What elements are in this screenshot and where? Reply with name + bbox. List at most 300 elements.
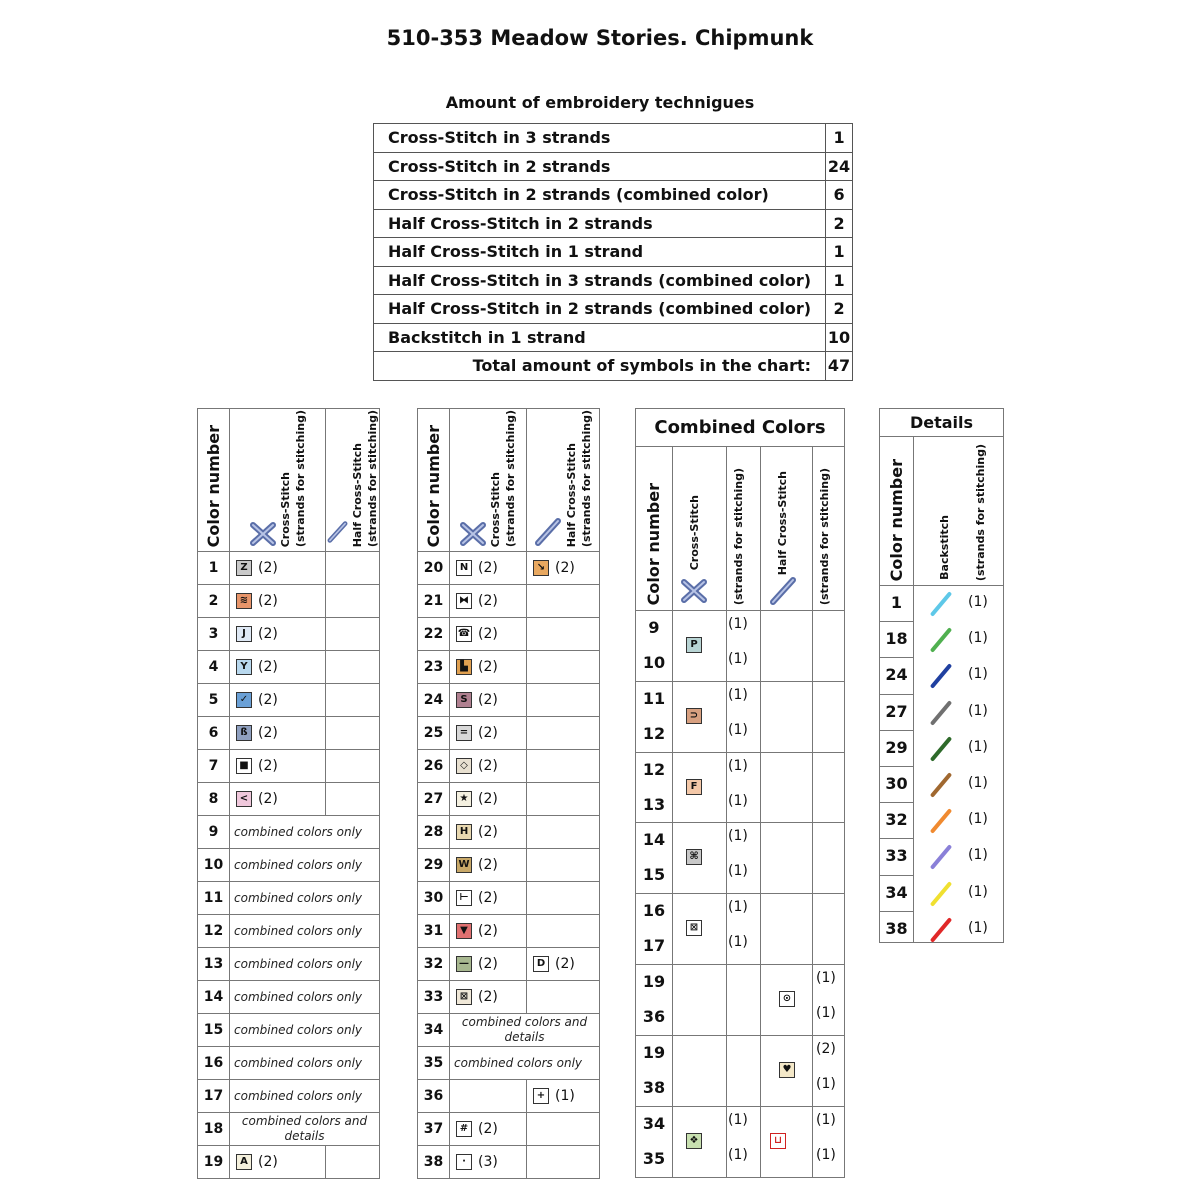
color-number: 21 (418, 585, 450, 618)
cross-stitch-cell (450, 1113, 527, 1146)
backstitch-line-icon (930, 700, 952, 726)
color-number: 22 (418, 618, 450, 651)
stitch-symbol: ◇ (456, 758, 472, 774)
color-number: 16 (642, 901, 666, 921)
color-number: 19 (642, 1042, 666, 1062)
strand-count: (2) (258, 593, 278, 609)
table-row (418, 651, 600, 684)
combined-note: combined colors only (450, 1047, 600, 1080)
table-row (418, 618, 600, 651)
stitch-symbol: N (456, 560, 472, 576)
half-cross-stitch-icon (533, 517, 563, 547)
color-number: 35 (418, 1047, 450, 1080)
combined-symbol: ⊠ (686, 920, 702, 936)
color-number: 2 (198, 585, 230, 618)
color-number: 30 (885, 774, 908, 793)
strand-count: (2) (258, 791, 278, 807)
combined-note: combined colors only (230, 816, 380, 849)
color-number: 1 (198, 552, 230, 585)
table-row (198, 849, 380, 882)
vertical-header-label: Half Cross-Stitch (351, 442, 364, 547)
strand-count: (2) (258, 692, 278, 708)
strand-count: (2) (478, 791, 498, 807)
color-number: 38 (885, 918, 908, 938)
half-cross-cell (527, 552, 600, 585)
strand-count: (1) (728, 863, 748, 880)
stitch-symbol: ☎ (456, 626, 472, 642)
stitch-symbol: Y (236, 659, 252, 675)
summary-row (374, 323, 853, 352)
divider (880, 694, 913, 695)
table-row (418, 1113, 600, 1146)
half-cross-cell (527, 1113, 600, 1146)
color-number: 31 (418, 915, 450, 948)
half-cross-cell (326, 717, 380, 750)
half-cross-stitch-icon (768, 576, 798, 606)
techniques-summary-table (373, 123, 853, 381)
total-count: 47 (826, 352, 853, 381)
strand-count: (1) (968, 775, 988, 791)
color-number: 7 (198, 750, 230, 783)
strand-count: (2) (258, 560, 278, 576)
half-cross-cell (527, 750, 600, 783)
cross-stitch-icon (459, 521, 487, 547)
summary-row (374, 209, 853, 238)
cross-stitch-cell (230, 552, 326, 585)
color-number: 25 (418, 717, 450, 750)
combined-note: combined colors and details (230, 1113, 380, 1146)
cross-stitch-cell (450, 750, 527, 783)
table-row (418, 1080, 600, 1113)
summary-row (374, 181, 853, 210)
color-number: 13 (642, 794, 666, 814)
color-number: 36 (418, 1080, 450, 1113)
strand-count: (1) (728, 686, 748, 703)
strand-count: (1) (968, 594, 988, 610)
strand-count: (2) (258, 626, 278, 642)
color-number: 30 (418, 882, 450, 915)
backstitch-line-icon (930, 845, 952, 871)
stitch-symbol: ■ (236, 758, 252, 774)
backstitch-line-icon (930, 881, 952, 907)
divider (636, 822, 844, 823)
table-row (198, 981, 380, 1014)
stitch-symbol: ★ (456, 791, 472, 807)
combined-symbol: ⌘ (686, 849, 702, 865)
color-number: 11 (642, 688, 666, 708)
table-row (418, 684, 600, 717)
half-cross-cell (326, 1146, 380, 1179)
color-number: 26 (418, 750, 450, 783)
page-title: 510-353 Meadow Stories. Chipmunk (386, 26, 814, 50)
color-number: 19 (642, 972, 666, 991)
vertical-header-label: (strands for stitching) (974, 443, 987, 581)
strand-count: (1) (728, 616, 748, 632)
divider (672, 446, 673, 1177)
combined-symbol: ⊃ (686, 708, 702, 724)
technique-count: 1 (826, 238, 853, 267)
half-cross-cell (527, 1080, 600, 1113)
strand-count: (1) (728, 721, 748, 738)
table-row (418, 981, 600, 1014)
technique-label: Half Cross-Stitch in 1 strand (374, 238, 826, 267)
divider (636, 752, 844, 753)
divider (760, 446, 761, 1177)
vertical-header-label: Color number (887, 458, 906, 581)
technique-count: 1 (826, 266, 853, 295)
half-cross-cell (527, 651, 600, 684)
vertical-header-label: Half Cross-Stitch (565, 442, 578, 547)
strand-count: (1) (968, 666, 988, 683)
vertical-header-label: Backstitch (938, 515, 951, 580)
technique-count: 2 (826, 209, 853, 238)
combined-symbol: ❖ (686, 1133, 702, 1149)
half-cross-cell (527, 849, 600, 882)
half-cross-cell (527, 717, 600, 750)
strand-count: (3) (478, 1154, 498, 1170)
summary-row (374, 152, 853, 181)
backstitch-line-icon (930, 772, 952, 798)
vertical-header-label: (strands for stitching) (580, 409, 593, 547)
color-number: 12 (198, 915, 230, 948)
table-row (198, 552, 380, 585)
divider (636, 964, 844, 965)
half-cross-cell (527, 1146, 600, 1179)
color-number: 19 (198, 1146, 230, 1179)
stitch-symbol: ≋ (236, 593, 252, 609)
half-cross-cell (527, 684, 600, 717)
backstitch-line-icon (930, 627, 952, 653)
strand-count: (2) (478, 824, 498, 840)
color-number: 28 (418, 816, 450, 849)
table-row (418, 915, 600, 948)
technique-label: Cross-Stitch in 2 strands (374, 152, 826, 181)
half-stitch-symbol: + (533, 1088, 549, 1104)
backstitch-line-icon (930, 736, 952, 762)
stitch-symbol: ▼ (456, 923, 472, 939)
table-row (198, 750, 380, 783)
technique-count: 6 (826, 181, 853, 210)
color-number: 32 (418, 948, 450, 981)
summary-row (374, 238, 853, 267)
combined-note: combined colors only (230, 948, 380, 981)
color-number: 9 (198, 816, 230, 849)
combined-symbol: ⊙ (779, 991, 795, 1007)
half-cross-cell (326, 783, 380, 816)
strand-count: (1) (968, 883, 988, 900)
combined-note: combined colors only (230, 981, 380, 1014)
color-number: 3 (198, 618, 230, 651)
technique-count: 1 (826, 124, 853, 153)
combined-note: combined colors only (230, 1047, 380, 1080)
half-stitch-symbol: D (533, 956, 549, 972)
table-row (418, 1047, 600, 1080)
cross-stitch-cell (230, 1146, 326, 1179)
cross-stitch-cell (450, 651, 527, 684)
combined-note: combined colors only (230, 882, 380, 915)
color-number: 11 (198, 882, 230, 915)
divider (880, 911, 913, 912)
strand-count: (2) (478, 923, 498, 939)
table-row (198, 1014, 380, 1047)
half-cross-cell (527, 948, 600, 981)
table-row (418, 1146, 600, 1179)
color-number: 4 (198, 651, 230, 684)
cross-stitch-cell (450, 948, 527, 981)
header-row (418, 409, 600, 552)
divider (913, 436, 914, 942)
strand-count: (2) (478, 758, 498, 774)
cross-stitch-cell (450, 717, 527, 750)
stitch-symbol: A (236, 1154, 252, 1170)
divider (880, 621, 913, 622)
strand-count: (2) (478, 956, 498, 972)
color-number: 5 (198, 684, 230, 717)
combined-symbol: ⊔ (770, 1133, 786, 1149)
half-stitch-symbol: ↘ (533, 560, 549, 576)
vertical-header-label: Cross-Stitch (278, 471, 292, 547)
total-label: Total amount of symbols in the chart: (374, 352, 826, 381)
color-number: 36 (642, 1007, 666, 1026)
strand-count: (1) (968, 847, 988, 864)
stitch-symbol: Z (236, 560, 252, 576)
divider (880, 875, 913, 876)
color-number: 8 (198, 783, 230, 816)
backstitch-line-icon (930, 917, 952, 943)
cross-stitch-cell (230, 783, 326, 816)
half-cross-cell (527, 783, 600, 816)
strand-count: (1) (728, 1111, 748, 1128)
table-row (418, 882, 600, 915)
strand-count: (1) (968, 919, 988, 936)
technique-label: Backstitch in 1 strand (374, 323, 826, 352)
table-row (418, 948, 600, 981)
color-number: 15 (198, 1014, 230, 1047)
stitch-symbol: # (456, 1121, 472, 1137)
combined-colors-table (635, 408, 845, 1178)
strand-count: (1) (728, 828, 748, 845)
column-header (418, 409, 450, 552)
table-row (198, 1146, 380, 1179)
table-row (198, 783, 380, 816)
table-row (418, 1014, 600, 1047)
column-header (326, 409, 380, 552)
strand-count: (1) (816, 1146, 836, 1163)
color-number: 12 (642, 723, 666, 743)
half-cross-cell (326, 585, 380, 618)
column-header (527, 409, 600, 552)
cross-stitch-cell (450, 684, 527, 717)
stitch-symbol: ✓ (236, 692, 252, 708)
divider (880, 802, 913, 803)
cross-stitch-cell (230, 585, 326, 618)
table-row (198, 1047, 380, 1080)
vertical-header-label: (strands for stitching) (293, 409, 307, 547)
strand-count: (1) (968, 630, 988, 647)
color-number: 9 (648, 618, 660, 637)
vertical-header-label: (strands for stitching) (504, 409, 517, 547)
strand-count: (1) (728, 1146, 748, 1163)
color-number: 14 (198, 981, 230, 1014)
table-row (418, 585, 600, 618)
table-row (418, 849, 600, 882)
half-cross-cell (527, 618, 600, 651)
strand-count: (2) (478, 626, 498, 642)
color-number: 23 (418, 651, 450, 684)
stitch-symbol: ⧓ (456, 593, 472, 609)
technique-label: Cross-Stitch in 3 strands (374, 124, 826, 153)
combined-symbol: P (686, 637, 702, 653)
technique-label: Half Cross-Stitch in 2 strands (374, 209, 826, 238)
cross-stitch-icon (249, 521, 277, 547)
summary-row (374, 266, 853, 295)
color-number: 16 (198, 1047, 230, 1080)
strand-count: (1) (728, 757, 748, 774)
color-number: 17 (642, 936, 666, 956)
vertical-header-label: Cross-Stitch (688, 494, 701, 570)
details-table (879, 408, 1004, 943)
strand-count: (1) (728, 934, 748, 951)
color-number: 34 (885, 882, 908, 902)
divider (636, 1106, 844, 1107)
color-number: 18 (885, 629, 908, 649)
color-number: 29 (885, 737, 908, 757)
combined-symbol: ♥ (779, 1062, 795, 1078)
table-row (418, 552, 600, 585)
vertical-header-label: (strands for stitching) (366, 409, 379, 547)
strand-count: (2) (478, 857, 498, 873)
vertical-header-label: Color number (644, 482, 663, 605)
stitch-symbol: ⊠ (456, 989, 472, 1005)
color-number: 29 (418, 849, 450, 882)
color-number: 33 (418, 981, 450, 1014)
stitch-symbol: H (456, 824, 472, 840)
cross-stitch-cell (450, 1080, 527, 1113)
stitch-symbol: — (456, 956, 472, 972)
cross-stitch-cell (230, 750, 326, 783)
divider (812, 446, 813, 1177)
table-row (418, 816, 600, 849)
divider (880, 585, 1003, 586)
color-table-1 (197, 408, 380, 1179)
color-table-2 (417, 408, 600, 1179)
half-cross-cell (527, 816, 600, 849)
color-number: 34 (642, 1113, 666, 1133)
combined-note: combined colors and details (450, 1014, 600, 1047)
stitch-symbol: ▙ (456, 659, 472, 675)
table-row (198, 816, 380, 849)
strand-count: (1) (816, 970, 836, 986)
vertical-header-label: Cross-Stitch (489, 471, 502, 547)
stitch-symbol: W (456, 857, 472, 873)
color-number: 6 (198, 717, 230, 750)
table-row (198, 684, 380, 717)
color-number: 32 (885, 810, 908, 830)
combined-symbol: F (686, 779, 702, 795)
table-row (198, 1113, 380, 1146)
column-header (198, 409, 230, 552)
stitch-symbol: J (236, 626, 252, 642)
strand-count: (2) (478, 890, 498, 906)
vertical-header-label: Color number (424, 424, 443, 547)
half-cross-cell (527, 915, 600, 948)
table-row (198, 882, 380, 915)
cross-stitch-cell (450, 981, 527, 1014)
cross-stitch-cell (450, 849, 527, 882)
table-row (198, 948, 380, 981)
cross-stitch-cell (450, 882, 527, 915)
strand-count: (1) (816, 1111, 836, 1128)
strand-count: (1) (728, 651, 748, 667)
technique-count: 10 (826, 323, 853, 352)
strand-count: (2) (258, 659, 278, 675)
half-cross-cell (326, 552, 380, 585)
color-number: 34 (418, 1014, 450, 1047)
color-number: 14 (642, 830, 666, 850)
table-row (418, 783, 600, 816)
divider (880, 838, 913, 839)
strand-count: (1) (728, 792, 748, 809)
stitch-symbol: < (236, 791, 252, 807)
color-number: 38 (642, 1077, 666, 1097)
backstitch-line-icon (930, 591, 952, 617)
divider (726, 446, 727, 1177)
strand-count: (1) (968, 738, 988, 755)
strand-count: (1) (816, 1005, 836, 1021)
strand-count: (2) (258, 725, 278, 741)
technique-label: Half Cross-Stitch in 3 strands (combined color) (374, 266, 826, 295)
half-cross-cell (326, 750, 380, 783)
cross-stitch-cell (450, 618, 527, 651)
stitch-symbol: ⊢ (456, 890, 472, 906)
half-cross-stitch-icon (326, 517, 349, 547)
backstitch-line-icon (930, 808, 952, 834)
cross-stitch-cell (230, 684, 326, 717)
half-cross-cell (527, 882, 600, 915)
technique-label: Cross-Stitch in 2 strands (combined color) (374, 181, 826, 210)
color-number: 10 (198, 849, 230, 882)
strand-count: (2) (478, 593, 498, 609)
table-row (198, 717, 380, 750)
cross-stitch-cell (450, 1146, 527, 1179)
combined-note: combined colors only (230, 915, 380, 948)
summary-row (374, 124, 853, 153)
strand-count: (2) (478, 659, 498, 675)
color-number: 33 (885, 846, 908, 866)
half-cross-cell (326, 651, 380, 684)
color-number: 24 (885, 665, 908, 685)
color-number: 17 (198, 1080, 230, 1113)
divider (880, 730, 913, 731)
strand-count: (1) (816, 1075, 836, 1092)
table-row (418, 750, 600, 783)
strand-count: (2) (478, 692, 498, 708)
cross-stitch-cell (450, 783, 527, 816)
strand-count: (2) (816, 1040, 836, 1057)
table-row (198, 915, 380, 948)
stitch-symbol: S (456, 692, 472, 708)
strand-count: (2) (478, 725, 498, 741)
vertical-header-label: (strands for stitching) (732, 467, 745, 605)
details-title: Details (880, 409, 1003, 437)
stitch-symbol: ß (236, 725, 252, 741)
color-number: 27 (418, 783, 450, 816)
strand-count: (2) (258, 758, 278, 774)
vertical-header-label: Half Cross-Stitch (776, 470, 789, 575)
table-row (198, 618, 380, 651)
cross-stitch-cell (450, 552, 527, 585)
cross-stitch-cell (450, 915, 527, 948)
